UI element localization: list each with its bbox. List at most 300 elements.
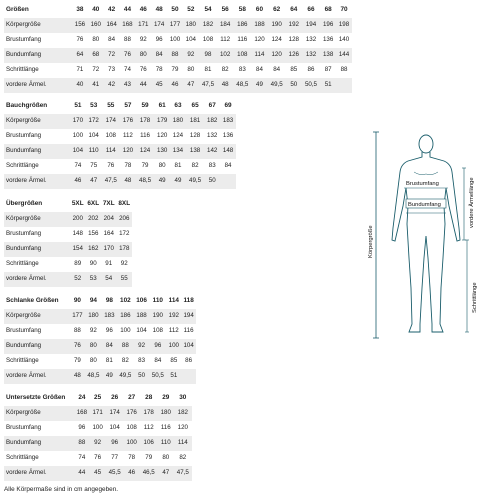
table-row <box>4 339 196 354</box>
row-label: vordere Ärmel. <box>4 466 74 481</box>
table-cell: 84 <box>220 159 236 174</box>
table-cell: 108 <box>124 421 140 436</box>
table-cell: 49,5 <box>267 78 285 93</box>
table-cell: 48,5 <box>85 369 102 384</box>
table-cell: 116 <box>181 324 196 339</box>
table-cell: 50 <box>286 78 302 93</box>
table-cell: 100 <box>117 324 134 339</box>
table-cell: 108 <box>102 129 120 144</box>
table-cell: 180 <box>158 406 174 421</box>
table-cell: 132 <box>204 129 220 144</box>
table-cell: 154 <box>70 242 86 257</box>
table-cell: 41 <box>88 78 104 93</box>
table-cell: 198 <box>336 18 352 33</box>
table-cell: 120 <box>252 33 268 48</box>
row-label: Bundumfang <box>4 242 70 257</box>
table-cell: 120 <box>267 48 285 63</box>
table-cell: 49,5 <box>117 369 134 384</box>
row-label: Schrittlänge <box>4 354 70 369</box>
size-header-cell: 28 <box>140 390 158 406</box>
table-cell: 44 <box>74 466 90 481</box>
table-cell: 120 <box>154 129 170 144</box>
table-cell: 49 <box>102 369 117 384</box>
table-cell: 104 <box>181 339 196 354</box>
table-cell: 88 <box>117 339 134 354</box>
table-header-row <box>4 196 132 212</box>
size-header-cell: 65 <box>186 98 204 114</box>
table-cell: 180 <box>170 114 186 129</box>
table-cell: 80 <box>85 339 102 354</box>
row-label: Körpergröße <box>4 18 72 33</box>
table-cell: 77 <box>105 451 123 466</box>
table-cell: 100 <box>124 436 140 451</box>
table-cell: 96 <box>102 324 117 339</box>
body-outline-icon <box>392 135 460 332</box>
size-table-schlank <box>4 293 196 384</box>
table-cell: 192 <box>286 18 302 33</box>
table-cell: 88 <box>336 63 352 78</box>
table-cell: 74 <box>70 159 86 174</box>
table-cell: 80 <box>88 33 104 48</box>
size-header-cell: 68 <box>320 2 336 18</box>
table-row <box>4 144 236 159</box>
row-label: Brustumfang <box>4 324 70 339</box>
table-cell: 112 <box>217 33 233 48</box>
table-cell: 190 <box>267 18 285 33</box>
table-cell: 100 <box>167 33 183 48</box>
row-label: Bundumfang <box>4 436 74 451</box>
table-cell: 76 <box>72 33 88 48</box>
sleeve-label: vordere Ärmellänge <box>469 177 475 228</box>
row-label: Schrittlänge <box>4 63 72 78</box>
table-cell: 43 <box>120 78 136 93</box>
table-row <box>4 242 132 257</box>
table-cell: 177 <box>70 309 85 324</box>
table-cell: 48 <box>70 369 85 384</box>
table-cell: 50,5 <box>302 78 320 93</box>
table-cell: 76 <box>120 48 136 63</box>
section-title: Schlanke Größen <box>4 293 70 309</box>
row-label: Körpergröße <box>4 406 74 421</box>
size-header-cell: 61 <box>154 98 170 114</box>
size-header-cell: 40 <box>88 2 104 18</box>
table-cell: 194 <box>302 18 320 33</box>
table-header-row <box>4 390 192 406</box>
size-header-cell: 118 <box>181 293 196 309</box>
table-cell: 112 <box>140 421 158 436</box>
table-cell: 54 <box>101 272 117 287</box>
table-cell: 170 <box>70 114 86 129</box>
table-cell: 104 <box>70 144 86 159</box>
table-row <box>4 159 236 174</box>
size-header-cell: 7XL <box>101 196 117 212</box>
row-label: Bundumfang <box>4 339 70 354</box>
row-label: Bundumfang <box>4 48 72 63</box>
size-table-main <box>4 2 352 93</box>
table-cell: 132 <box>302 33 320 48</box>
table-cell: 190 <box>149 309 166 324</box>
table-cell: 47 <box>86 174 102 189</box>
section-title: Untersetzte Größen <box>4 390 74 406</box>
table-row <box>4 421 192 436</box>
table-cell: 88 <box>74 436 90 451</box>
table-cell: 48 <box>217 78 233 93</box>
table-cell: 142 <box>204 144 220 159</box>
size-header-cell: 48 <box>151 2 167 18</box>
table-cell: 120 <box>174 421 192 436</box>
row-label: Brustumfang <box>4 33 72 48</box>
table-cell: 84 <box>102 339 117 354</box>
table-cell: 104 <box>86 129 102 144</box>
table-header-row <box>4 293 196 309</box>
table-cell: 73 <box>104 63 120 78</box>
table-cell: 172 <box>86 114 102 129</box>
row-label: Schrittlänge <box>4 159 70 174</box>
table-cell: 86 <box>181 354 196 369</box>
table-cell: 184 <box>217 18 233 33</box>
table-row <box>4 451 192 466</box>
size-header-cell: 62 <box>267 2 285 18</box>
table-cell: 138 <box>186 144 204 159</box>
row-label: Körpergröße <box>4 114 70 129</box>
table-row <box>4 212 132 227</box>
height-label: Körpergröße <box>368 225 374 258</box>
table-cell: 51 <box>320 78 336 93</box>
table-row <box>4 272 132 287</box>
table-cell: 46 <box>70 174 86 189</box>
table-cell: 46 <box>124 466 140 481</box>
table-row <box>4 33 352 48</box>
table-cell: 79 <box>167 63 183 78</box>
table-cell: 82 <box>186 159 204 174</box>
inseam-label: Schrittlänge <box>472 282 478 313</box>
row-label: vordere Ärmel. <box>4 369 70 384</box>
table-cell: 178 <box>117 242 133 257</box>
table-cell: 44 <box>135 78 151 93</box>
table-row <box>4 324 196 339</box>
table-cell: 79 <box>136 159 154 174</box>
table-cell: 79 <box>70 354 85 369</box>
table-cell: 171 <box>135 18 151 33</box>
table-cell <box>220 174 236 189</box>
table-row <box>4 63 352 78</box>
size-header-cell: 63 <box>170 98 186 114</box>
table-cell: 79 <box>140 451 158 466</box>
row-label: Körpergröße <box>4 309 70 324</box>
footnote: Alle Körpermaße sind in cm angegeben. <box>4 486 119 493</box>
table-header-row <box>4 98 236 114</box>
size-header-cell: 46 <box>135 2 151 18</box>
section-title: Größen <box>4 2 72 18</box>
table-cell: 100 <box>166 339 181 354</box>
size-header-cell: 90 <box>70 293 85 309</box>
table-cell: 116 <box>158 421 174 436</box>
size-header-cell: 58 <box>233 2 251 18</box>
body-measurement-figure <box>368 128 484 344</box>
section-title: Übergrößen <box>4 196 70 212</box>
waist-label: Bundumfang <box>408 202 441 208</box>
chest-label: Brustumfang <box>406 181 439 187</box>
table-cell: 86 <box>302 63 320 78</box>
table-cell: 196 <box>320 18 336 33</box>
table-cell: 71 <box>72 63 88 78</box>
size-header-cell: 64 <box>286 2 302 18</box>
size-header-cell: 53 <box>86 98 102 114</box>
table-cell: 183 <box>102 309 117 324</box>
table-cell: 96 <box>74 421 90 436</box>
row-label: Brustumfang <box>4 421 74 436</box>
table-cell: 204 <box>101 212 117 227</box>
table-cell: 126 <box>286 48 302 63</box>
table-cell: 74 <box>120 63 136 78</box>
table-cell: 46 <box>167 78 183 93</box>
size-header-cell: 51 <box>70 98 86 114</box>
table-cell: 82 <box>217 63 233 78</box>
table-cell: 91 <box>101 257 117 272</box>
table-cell: 112 <box>166 324 181 339</box>
table-cell: 171 <box>90 406 106 421</box>
size-header-cell: 106 <box>134 293 149 309</box>
section-title: Bauchgrößen <box>4 98 70 114</box>
table-cell: 84 <box>104 33 120 48</box>
table-cell: 72 <box>88 63 104 78</box>
table-cell: 47,5 <box>199 78 217 93</box>
table-cell: 202 <box>86 212 102 227</box>
size-header-cell: 8XL <box>117 196 133 212</box>
table-cell: 88 <box>167 48 183 63</box>
table-cell: 183 <box>220 114 236 129</box>
table-row <box>4 257 132 272</box>
row-label: Brustumfang <box>4 227 70 242</box>
size-header-cell: 30 <box>174 390 192 406</box>
size-header-cell: 5XL <box>70 196 86 212</box>
table-cell: 84 <box>267 63 285 78</box>
table-cell: 90 <box>86 257 102 272</box>
size-header-cell: 50 <box>167 2 183 18</box>
table-cell: 160 <box>88 18 104 33</box>
table-cell: 170 <box>101 242 117 257</box>
table-cell: 47 <box>183 78 199 93</box>
table-cell: 81 <box>199 63 217 78</box>
row-label: vordere Ärmel. <box>4 174 70 189</box>
table-cell: 134 <box>170 144 186 159</box>
row-label: Bundumfang <box>4 144 70 159</box>
size-table-unter <box>4 390 192 481</box>
table-cell: 47 <box>158 466 174 481</box>
table-cell: 162 <box>86 242 102 257</box>
row-label: Brustumfang <box>4 129 70 144</box>
table-cell: 49 <box>154 174 170 189</box>
table-cell: 156 <box>86 227 102 242</box>
size-header-cell: 60 <box>252 2 268 18</box>
table-cell: 76 <box>135 63 151 78</box>
table-cell: 84 <box>151 48 167 63</box>
table-cell: 52 <box>70 272 86 287</box>
table-cell: 179 <box>154 114 170 129</box>
table-cell: 80 <box>154 159 170 174</box>
table-cell: 50,5 <box>149 369 166 384</box>
table-cell: 50 <box>204 174 220 189</box>
table-cell: 48,5 <box>233 78 251 93</box>
table-cell: 104 <box>134 324 149 339</box>
table-cell: 92 <box>117 257 133 272</box>
table-cell: 164 <box>101 227 117 242</box>
table-cell: 156 <box>72 18 88 33</box>
table-cell: 200 <box>70 212 86 227</box>
table-cell: 87 <box>320 63 336 78</box>
size-header-cell: 66 <box>302 2 320 18</box>
table-cell: 81 <box>170 159 186 174</box>
table-cell: 174 <box>151 18 167 33</box>
table-cell: 148 <box>220 144 236 159</box>
table-cell: 178 <box>140 406 158 421</box>
table-cell: 92 <box>183 48 199 63</box>
size-header-cell: 26 <box>105 390 123 406</box>
size-header-cell: 98 <box>102 293 117 309</box>
table-cell: 114 <box>102 144 120 159</box>
table-cell: 177 <box>167 18 183 33</box>
table-cell: 112 <box>120 129 136 144</box>
table-cell: 72 <box>104 48 120 63</box>
size-header-cell: 25 <box>90 390 106 406</box>
table-row <box>4 227 132 242</box>
table-cell: 186 <box>233 18 251 33</box>
table-cell: 96 <box>149 339 166 354</box>
table-cell: 92 <box>85 324 102 339</box>
table-cell: 48 <box>120 174 136 189</box>
table-cell: 132 <box>302 48 320 63</box>
table-cell: 168 <box>74 406 90 421</box>
table-cell: 45,5 <box>105 466 123 481</box>
table-cell: 78 <box>151 63 167 78</box>
table-cell: 106 <box>140 436 158 451</box>
table-cell: 144 <box>336 48 352 63</box>
table-cell: 64 <box>72 48 88 63</box>
table-cell: 68 <box>88 48 104 63</box>
table-cell: 206 <box>117 212 133 227</box>
size-header-cell: 52 <box>183 2 199 18</box>
table-cell: 168 <box>120 18 136 33</box>
table-cell: 174 <box>105 406 123 421</box>
size-header-cell: 6XL <box>86 196 102 212</box>
table-cell: 80 <box>135 48 151 63</box>
table-cell: 82 <box>174 451 192 466</box>
table-cell: 76 <box>70 339 85 354</box>
table-cell: 110 <box>158 436 174 451</box>
table-cell: 128 <box>186 129 204 144</box>
size-header-cell: 114 <box>166 293 181 309</box>
table-cell: 181 <box>186 114 204 129</box>
table-cell: 96 <box>151 33 167 48</box>
table-cell: 88 <box>120 33 136 48</box>
size-header-cell: 55 <box>102 98 120 114</box>
table-cell: 51 <box>166 369 181 384</box>
table-cell: 136 <box>320 33 336 48</box>
table-row <box>4 114 236 129</box>
table-row <box>4 174 236 189</box>
table-cell: 49,5 <box>186 174 204 189</box>
table-cell <box>181 369 196 384</box>
table-cell: 85 <box>286 63 302 78</box>
table-cell: 148 <box>70 227 86 242</box>
row-label: Schrittlänge <box>4 257 70 272</box>
table-cell: 50 <box>134 369 149 384</box>
table-row <box>4 436 192 451</box>
table-cell: 49 <box>252 78 268 93</box>
table-cell: 80 <box>183 63 199 78</box>
table-cell: 40 <box>72 78 88 93</box>
table-row <box>4 369 196 384</box>
table-cell: 104 <box>105 421 123 436</box>
table-cell: 76 <box>90 451 106 466</box>
table-cell: 130 <box>154 144 170 159</box>
table-cell: 172 <box>117 227 133 242</box>
table-cell: 55 <box>117 272 133 287</box>
table-cell: 80 <box>158 451 174 466</box>
row-label: vordere Ärmel. <box>4 272 70 287</box>
table-cell: 47,5 <box>174 466 192 481</box>
table-header-row <box>4 2 352 18</box>
table-cell: 188 <box>134 309 149 324</box>
table-row <box>4 354 196 369</box>
table-cell: 47,5 <box>102 174 120 189</box>
table-cell: 116 <box>136 129 154 144</box>
table-row <box>4 78 352 93</box>
size-header-cell: 110 <box>149 293 166 309</box>
table-row <box>4 466 192 481</box>
table-cell: 108 <box>149 324 166 339</box>
table-cell: 128 <box>286 33 302 48</box>
table-cell: 83 <box>233 63 251 78</box>
table-cell: 82 <box>117 354 134 369</box>
size-table-bauch <box>4 98 236 189</box>
size-header-cell: 102 <box>117 293 134 309</box>
size-header-cell: 42 <box>104 2 120 18</box>
table-row <box>4 309 196 324</box>
table-cell: 110 <box>86 144 102 159</box>
table-cell: 192 <box>166 309 181 324</box>
table-cell: 81 <box>102 354 117 369</box>
table-cell: 188 <box>252 18 268 33</box>
table-cell <box>336 78 352 93</box>
row-label: Körpergröße <box>4 212 70 227</box>
table-cell: 84 <box>252 63 268 78</box>
table-cell: 89 <box>70 257 86 272</box>
size-header-cell: 54 <box>199 2 217 18</box>
size-header-cell: 69 <box>220 98 236 114</box>
table-cell: 114 <box>252 48 268 63</box>
table-cell: 182 <box>174 406 192 421</box>
table-cell: 75 <box>86 159 102 174</box>
table-cell: 124 <box>267 33 285 48</box>
table-cell: 102 <box>217 48 233 63</box>
table-cell: 138 <box>320 48 336 63</box>
size-header-cell: 29 <box>158 390 174 406</box>
table-cell: 84 <box>149 354 166 369</box>
table-cell: 80 <box>85 354 102 369</box>
table-cell: 78 <box>120 159 136 174</box>
table-cell: 88 <box>70 324 85 339</box>
table-cell: 108 <box>199 33 217 48</box>
size-header-cell: 70 <box>336 2 352 18</box>
table-cell: 124 <box>170 129 186 144</box>
table-cell: 108 <box>233 48 251 63</box>
table-row <box>4 18 352 33</box>
table-cell: 178 <box>136 114 154 129</box>
table-cell: 174 <box>102 114 120 129</box>
table-cell: 194 <box>181 309 196 324</box>
size-header-cell: 57 <box>120 98 136 114</box>
